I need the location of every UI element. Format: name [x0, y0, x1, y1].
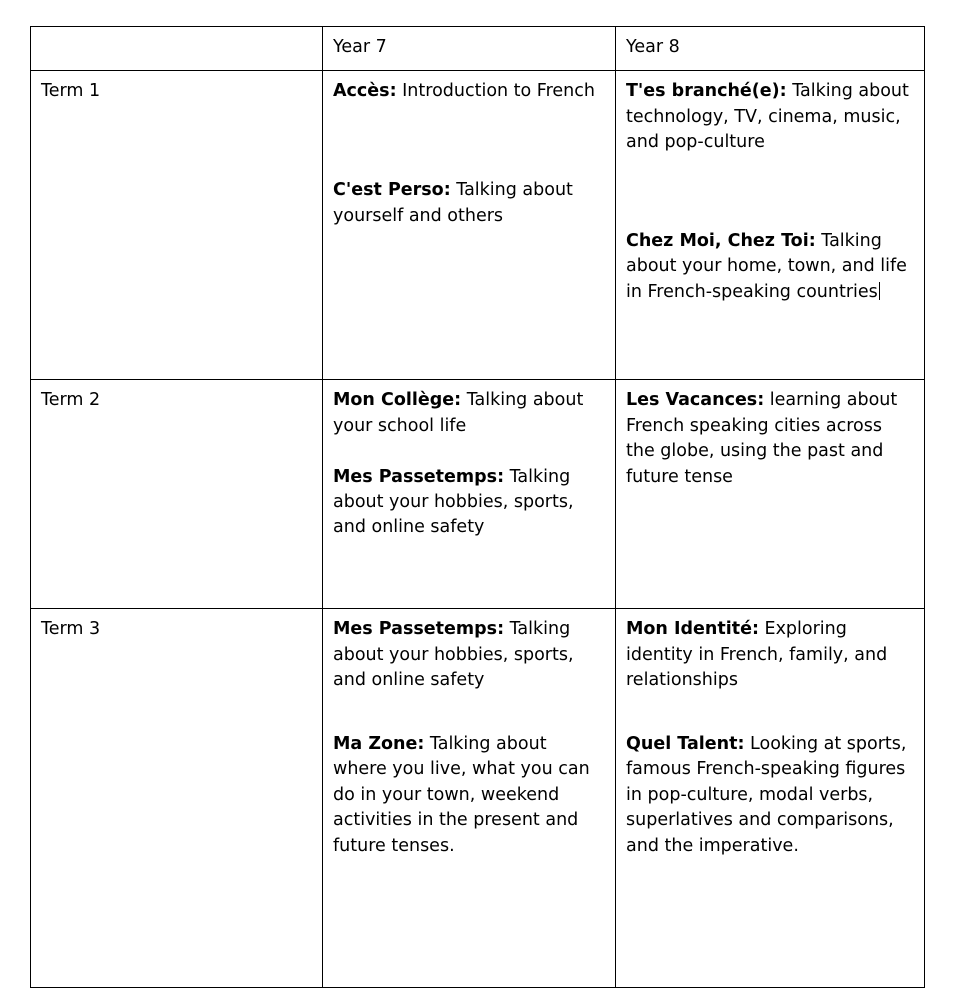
unit-description: Talking about your hobbies, sports, and online safety	[333, 619, 574, 691]
unit-description: Talking about your hobbies, sports, and online safety	[333, 466, 574, 538]
curriculum-entry	[626, 732, 914, 859]
curriculum-entry	[333, 178, 605, 229]
unit-title: Mes Passetemps:	[333, 466, 505, 487]
table-header	[31, 27, 925, 71]
header-year-7: Year 7	[323, 27, 616, 71]
curriculum-entry	[626, 617, 914, 693]
unit-description: Talking about your school life	[333, 390, 584, 436]
unit-description: Looking at sports, famous French-speaking figures in pop-culture, modal verbs, superlatives and comparisons, and the imperative.	[626, 734, 907, 856]
unit-title: Mes Passetemps:	[333, 619, 505, 640]
unit-description: Exploring identity in French, family, and relationships	[626, 619, 888, 691]
curriculum-entry	[626, 229, 914, 305]
header-year-8: Year 8	[616, 27, 925, 71]
unit-title: Ma Zone:	[333, 734, 425, 754]
curriculum-entry	[333, 465, 605, 541]
unit-description: learning about French speaking cities across the globe, using the past and future tense	[626, 390, 898, 487]
table-row	[31, 609, 925, 988]
row-label-term-2: Term 2	[31, 380, 323, 609]
cell-term2-year8	[616, 380, 925, 609]
table-row	[31, 380, 925, 609]
curriculum-entry	[333, 732, 605, 859]
curriculum-entry	[333, 617, 605, 693]
header-term-column	[31, 27, 323, 71]
curriculum-entry	[626, 79, 914, 155]
unit-description: Introduction to French	[396, 81, 595, 102]
curriculum-table	[30, 26, 925, 988]
cell-term3-year8	[616, 609, 925, 988]
unit-title: Quel Talent:	[626, 734, 745, 754]
unit-title: T'es branché(e):	[626, 81, 787, 102]
table-body	[31, 71, 925, 988]
cell-term3-year7	[323, 609, 616, 988]
unit-title: Mon Collège:	[333, 390, 462, 411]
table-row	[31, 71, 925, 380]
unit-description: Talking about yourself and others	[333, 180, 573, 226]
table-header-row	[31, 27, 925, 71]
curriculum-entry	[626, 388, 914, 490]
curriculum-entry	[333, 388, 605, 439]
text-cursor	[879, 282, 880, 300]
unit-description: Talking about your home, town, and life in French-speaking countries	[626, 231, 907, 302]
row-label-term-1: Term 1	[31, 71, 323, 380]
curriculum-entry	[333, 79, 605, 104]
unit-description: Talking about where you live, what you can do in your town, weekend activities in the present and future tenses.	[333, 734, 590, 856]
cell-term2-year7	[323, 380, 616, 609]
unit-description: Talking about technology, TV, cinema, music, and pop-culture	[626, 81, 909, 153]
cell-term1-year7	[323, 71, 616, 380]
unit-title: Mon Identité:	[626, 619, 759, 640]
unit-title: Accès:	[333, 81, 397, 102]
row-label-term-3: Term 3	[31, 609, 323, 988]
unit-title: Les Vacances:	[626, 390, 765, 411]
unit-title: C'est Perso:	[333, 180, 451, 201]
cell-term1-year8	[616, 71, 925, 380]
unit-title: Chez Moi, Chez Toi:	[626, 231, 816, 251]
